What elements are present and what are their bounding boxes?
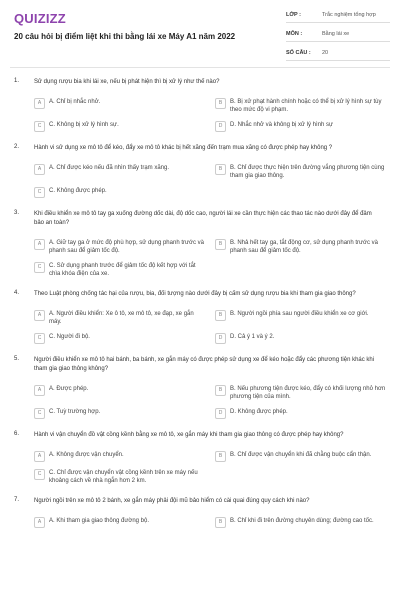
answer-options	[34, 165, 386, 198]
answer-options	[34, 386, 386, 419]
option-letter-box: B	[215, 310, 226, 321]
question-item	[0, 76, 400, 132]
option-letter-box: B	[215, 98, 226, 109]
option-letter-box: C	[34, 262, 45, 273]
answer-option[interactable]	[215, 386, 386, 401]
question-number: 2.	[14, 144, 20, 150]
info-value: Trắc nghiệm tổng hợp	[322, 12, 376, 18]
option-letter-box: B	[215, 385, 226, 396]
option-text: A. Được phép.	[49, 386, 89, 392]
header-divider	[10, 67, 390, 68]
option-text: C. Không bị xử lý hình sự.	[49, 122, 119, 128]
option-letter-box: C	[34, 121, 45, 132]
question-number: 7.	[14, 497, 20, 503]
question-item	[0, 429, 400, 485]
option-text: B. Bị xử phạt hành chính hoặc có thể bị xử lý hình sự tùy theo mức độ vi phạm.	[230, 99, 382, 113]
question-text: Hành vi vận chuyển đồ vật cồng kềnh bằng xe mô tô, xe gắn máy khi tham gia giao thông có được phép hay không?	[34, 432, 344, 438]
option-letter-box: C	[34, 408, 45, 419]
info-row-subject	[286, 27, 390, 42]
question-text: Theo Luật phòng chống tác hại của rượu, bia, đối tượng nào dưới đây bị cấm sử dụng rượu bia khi tham gia giao thông?	[34, 291, 356, 297]
page-title: 20 câu hỏi bị điểm liệt khi thi bằng lái xe Máy A1 năm 2022	[14, 32, 236, 41]
question-number: 6.	[14, 431, 20, 437]
question-list	[0, 76, 400, 538]
option-text: D. Không được phép.	[230, 409, 288, 415]
answer-option[interactable]	[215, 334, 386, 344]
info-label: LỚP :	[286, 12, 301, 18]
answer-options	[34, 311, 386, 344]
question-text: Người ngồi trên xe mô tô 2 bánh, xe gắn máy phải đội mũ bảo hiểm có cài quai đúng quy cách khi nào?	[34, 498, 310, 504]
question-number: 4.	[14, 290, 20, 296]
option-text: B. Chỉ khi đi trên đường chuyên dùng; đường cao tốc.	[230, 518, 374, 524]
option-letter-box: C	[34, 469, 45, 480]
option-letter-box: A	[34, 517, 45, 528]
option-letter-box: A	[34, 239, 45, 250]
option-letter-box: A	[34, 164, 45, 175]
question-number: 3.	[14, 210, 20, 216]
info-value: Bằng lái xe	[322, 31, 350, 37]
option-text: D. Nhắc nhở và không bị xử lý hình sự	[230, 122, 334, 128]
info-row-class	[286, 8, 390, 23]
answer-option[interactable]	[34, 263, 205, 278]
answer-options	[34, 99, 386, 132]
answer-options	[34, 518, 386, 528]
option-text: C. Không được phép.	[49, 188, 107, 194]
answer-option[interactable]	[34, 188, 205, 198]
answer-option[interactable]	[34, 334, 205, 344]
question-number: 1.	[14, 78, 20, 84]
option-letter-box: D	[215, 333, 226, 344]
question-text: Khi điều khiển xe mô tô tay ga xuống đường dốc dài, độ dốc cao, người lái xe cần thực hiện các thao tác nào dưới đây để đảm bảo an toàn?	[34, 211, 372, 226]
question-item	[0, 208, 400, 278]
option-text: A. Chỉ được kéo nếu đã nhìn thấy trạm xăng.	[49, 165, 170, 171]
page-header	[0, 0, 400, 62]
option-text: B. Chỉ được thực hiện trên đường vắng phương tiện cùng tham gia giao thông.	[230, 165, 385, 179]
answer-option[interactable]	[34, 99, 205, 114]
option-letter-box: C	[34, 187, 45, 198]
option-text: A. Giữ tay ga ở mức độ phù hợp, sử dụng phanh trước và phanh sau để giảm tốc độ.	[49, 240, 204, 254]
answer-option[interactable]	[215, 452, 386, 462]
answer-option[interactable]	[215, 99, 386, 114]
answer-option[interactable]	[34, 311, 205, 326]
question-text: Sử dụng rượu bia khi lái xe, nếu bị phát hiện thì bị xử lý như thế nào?	[34, 79, 220, 85]
answer-option[interactable]	[215, 311, 386, 326]
option-letter-box: C	[34, 333, 45, 344]
answer-option[interactable]	[34, 409, 205, 419]
option-letter-box: A	[34, 451, 45, 462]
answer-options	[34, 240, 386, 278]
option-text: A. Khi tham gia giao thông đường bộ.	[49, 518, 150, 524]
answer-option[interactable]	[215, 409, 386, 419]
option-letter-box: D	[215, 408, 226, 419]
question-item	[0, 288, 400, 344]
option-text: C. Sử dụng phanh trước để giảm tốc độ kết hợp với tắt chìa khóa điện của xe.	[49, 263, 196, 277]
option-letter-box: D	[215, 121, 226, 132]
option-text: C. Chỉ được vận chuyển vật cồng kềnh trên xe máy nếu khoảng cách về nhà ngắn hơn 2 km.	[49, 470, 198, 484]
option-letter-box: A	[34, 310, 45, 321]
option-text: C. Người đi bộ.	[49, 334, 90, 340]
answer-option[interactable]	[215, 122, 386, 132]
option-letter-box: A	[34, 98, 45, 109]
answer-option[interactable]	[34, 452, 205, 462]
info-box	[286, 8, 390, 65]
question-number: 5.	[14, 356, 20, 362]
answer-option[interactable]	[34, 240, 205, 255]
option-text: A. Chỉ bị nhắc nhở.	[49, 99, 101, 105]
option-text: B. Người ngồi phía sau người điều khiển xe cơ giới.	[230, 311, 369, 317]
question-item	[0, 495, 400, 528]
answer-option[interactable]	[34, 470, 205, 485]
question-item	[0, 354, 400, 419]
info-label: SỐ CÂU :	[286, 50, 311, 56]
answer-option[interactable]	[34, 122, 205, 132]
option-text: A. Không được vận chuyển.	[49, 452, 124, 458]
quizizz-logo: QUIZIZZ	[14, 11, 66, 26]
option-text: B. Nếu phương tiện được kéo, đẩy có khối lượng nhỏ hơn phương tiện của mình.	[230, 386, 386, 400]
option-text: B. Chỉ được vận chuyển khi đã chằng buộc cẩn thận.	[230, 452, 372, 458]
answer-option[interactable]	[215, 165, 386, 180]
info-label: MÔN :	[286, 31, 303, 37]
info-row-count	[286, 46, 390, 61]
option-letter-box: B	[215, 517, 226, 528]
question-item	[0, 142, 400, 198]
option-letter-box: B	[215, 239, 226, 250]
option-text: D. Cả ý 1 và ý 2.	[230, 334, 275, 340]
option-letter-box: B	[215, 164, 226, 175]
answer-option[interactable]	[34, 165, 205, 180]
answer-options	[34, 452, 386, 485]
question-text: Hành vi sử dụng xe mô tô để kéo, đẩy xe mô tô khác bị hết xăng đến trạm mua xăng có được phép hay không ?	[34, 145, 333, 151]
option-text: A. Người điều khiển: Xe ô tô, xe mô tô, xe đạp, xe gắn máy.	[49, 311, 194, 325]
option-letter-box: B	[215, 451, 226, 462]
answer-option[interactable]	[215, 518, 386, 528]
question-text: Người điều khiển xe mô tô hai bánh, ba bánh, xe gắn máy có được phép sử dụng xe để kéo hoặc đẩy các phương tiện khác khi tham gia giao thông không?	[34, 357, 375, 372]
answer-option[interactable]	[34, 518, 205, 528]
option-text: B. Nhả hết tay ga, tắt động cơ, sử dụng phanh trước và phanh sau để giảm tốc độ.	[230, 240, 378, 254]
option-text: C. Tuỳ trường hợp.	[49, 409, 101, 415]
answer-option[interactable]	[34, 386, 205, 401]
answer-option[interactable]	[215, 240, 386, 255]
info-value: 20	[322, 50, 329, 56]
option-letter-box: A	[34, 385, 45, 396]
